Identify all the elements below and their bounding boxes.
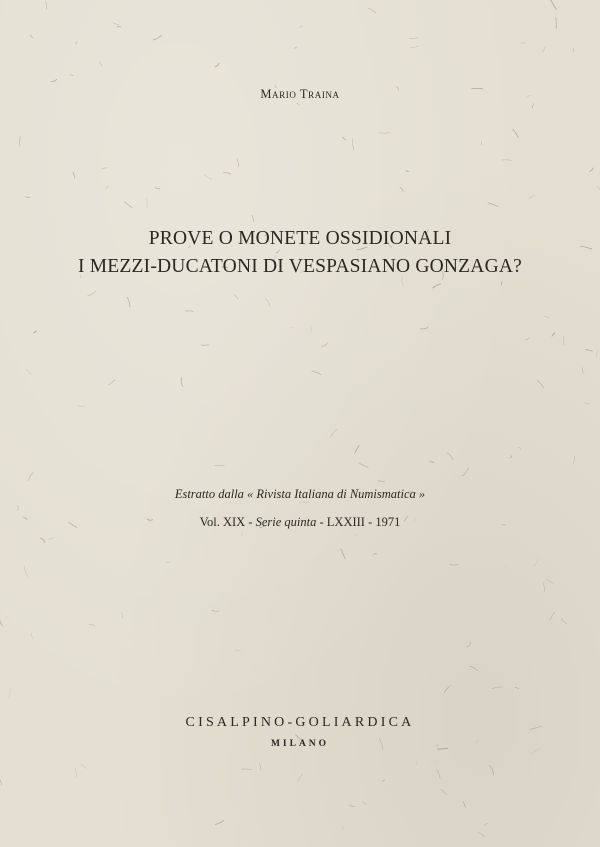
paper-fiber xyxy=(550,612,555,620)
separator: - xyxy=(319,515,324,529)
paper-fiber xyxy=(17,505,18,510)
publication-year: 1971 xyxy=(375,515,401,529)
paper-fiber xyxy=(81,765,87,769)
paper-fiber xyxy=(0,780,1,785)
paper-fiber xyxy=(429,462,434,463)
paper-fiber xyxy=(379,133,390,134)
paper-fiber xyxy=(358,463,368,468)
paper-fiber xyxy=(521,43,526,44)
paper-fiber xyxy=(400,188,404,192)
paper-fiber xyxy=(596,349,597,358)
paper-fiber xyxy=(223,173,231,175)
paper-fiber xyxy=(73,172,75,179)
paper-fiber xyxy=(382,779,385,781)
paper-fiber xyxy=(349,806,355,807)
paper-fiber xyxy=(31,633,33,639)
paper-fiber xyxy=(312,371,322,375)
paper-fiber xyxy=(105,185,107,188)
paper-fiber xyxy=(406,170,409,171)
paper-fiber xyxy=(436,769,440,779)
paper-fiber xyxy=(108,380,114,385)
paper-fiber xyxy=(70,75,74,76)
paper-fiber xyxy=(252,215,254,222)
paper-fiber xyxy=(489,765,494,775)
paper-fiber xyxy=(294,47,297,49)
paper-fiber xyxy=(410,46,419,48)
paper-fiber xyxy=(166,562,171,563)
paper-fiber xyxy=(355,445,359,453)
paper-fiber xyxy=(433,284,441,288)
paper-fiber xyxy=(529,195,534,199)
paper-fiber xyxy=(434,761,436,764)
paper-fiber xyxy=(201,345,208,346)
paper-fiber xyxy=(409,37,418,38)
paper-fiber xyxy=(215,821,224,825)
paper-fiber xyxy=(532,103,534,108)
paper-fiber xyxy=(127,297,130,307)
paper-fiber xyxy=(517,447,521,450)
paper-fiber xyxy=(542,47,546,52)
title-line-1: PROVE O MONETE OSSIDIONALI xyxy=(148,228,452,249)
paper-fiber xyxy=(234,294,239,299)
paper-fiber xyxy=(20,137,21,147)
paper-fiber xyxy=(26,196,31,197)
paper-fiber xyxy=(534,559,539,567)
paper-fiber xyxy=(531,748,540,754)
title-line-2: I MEZZI-DUCATONI DI VESPASIANO GONZAGA? xyxy=(77,256,522,277)
paper-fiber xyxy=(28,472,33,481)
paper-fiber xyxy=(75,42,77,45)
paper-fiber xyxy=(49,537,55,539)
paper-fiber xyxy=(462,468,468,476)
paper-fiber xyxy=(265,299,270,308)
paper-fiber xyxy=(502,160,512,161)
paper-fiber xyxy=(561,619,567,625)
paper-fiber xyxy=(155,187,160,189)
paper-fiber xyxy=(449,565,459,566)
paper-fiber xyxy=(46,1,47,10)
paper-fiber xyxy=(153,35,162,40)
paper-fiber xyxy=(546,579,554,583)
paper-fiber xyxy=(463,801,466,808)
paper-fiber xyxy=(102,168,107,169)
paper-fiber xyxy=(77,405,85,406)
paper-fiber xyxy=(89,624,95,626)
paper-fiber xyxy=(124,202,132,208)
paper-fiber xyxy=(0,620,3,626)
paper-fiber xyxy=(276,250,280,254)
paper-fiber xyxy=(367,8,376,14)
paper-fiber xyxy=(551,0,557,10)
paper-fiber xyxy=(585,403,590,404)
paper-fiber xyxy=(321,342,328,347)
issue-number: LXXIII xyxy=(326,515,365,529)
paper-fiber xyxy=(88,291,96,295)
paper-fiber xyxy=(212,610,219,611)
paper-fiber xyxy=(51,79,57,82)
paper-fiber xyxy=(311,325,312,333)
paper-fiber xyxy=(298,774,303,781)
paper-fiber xyxy=(241,769,251,770)
paper-fiber xyxy=(492,687,502,689)
paper-fiber xyxy=(488,203,499,207)
paper-fiber xyxy=(342,827,344,830)
paper-fiber xyxy=(117,27,121,28)
paper-fiber xyxy=(374,554,377,556)
volume-number: Vol. XIX xyxy=(199,515,246,529)
paper-fiber xyxy=(447,453,453,460)
paper-fiber xyxy=(237,159,238,167)
separator: - xyxy=(368,515,373,529)
paper-fiber xyxy=(444,686,450,693)
extract-prefix: Estratto dalla xyxy=(174,487,244,501)
paper-fiber xyxy=(9,688,11,699)
paper-fiber xyxy=(241,532,242,535)
paper-fiber xyxy=(552,333,555,337)
paper-fiber xyxy=(501,281,502,285)
paper-fiber xyxy=(543,581,545,592)
paper-fiber xyxy=(582,368,584,374)
paper-fiber xyxy=(363,801,366,805)
paper-fiber xyxy=(525,337,529,340)
paper-fiber xyxy=(485,823,489,825)
paper-fiber xyxy=(260,763,261,770)
journal-name: « Rivista Italiana di Numismatica » xyxy=(247,487,426,501)
paper-fiber xyxy=(75,768,77,777)
paper-fiber xyxy=(513,129,519,138)
series-label: Serie quinta xyxy=(255,515,317,529)
paper-fiber xyxy=(420,327,428,329)
paper-fiber xyxy=(515,687,520,689)
paper-fiber xyxy=(30,35,33,38)
paper-fiber xyxy=(585,349,592,351)
paper-fiber xyxy=(589,168,593,172)
paper-fiber xyxy=(122,612,123,618)
paper-fiber xyxy=(355,534,358,536)
paper-fiber xyxy=(504,565,506,567)
paper-fiber xyxy=(341,549,346,559)
paper-fiber xyxy=(99,62,102,66)
paper-fiber xyxy=(331,429,337,437)
paper-fiber xyxy=(24,566,28,577)
paper-fiber xyxy=(510,456,512,459)
paper-fiber xyxy=(378,481,385,482)
paper-fiber xyxy=(40,538,45,543)
publisher-city: MILANO xyxy=(270,739,330,749)
paper-fiber xyxy=(544,317,550,319)
paper-fiber xyxy=(416,761,418,765)
paper-fiber xyxy=(235,649,241,650)
author-name: Mario Traina xyxy=(260,87,340,101)
paper-fiber xyxy=(481,141,482,145)
paper-fiber xyxy=(441,789,447,795)
paper-fiber xyxy=(573,48,574,52)
paper-fiber xyxy=(112,23,119,26)
paper-fiber xyxy=(205,175,212,180)
paper-fiber xyxy=(181,377,183,386)
paper-fiber xyxy=(33,331,36,333)
volume-info xyxy=(0,515,600,530)
paper-fiber xyxy=(537,380,544,388)
paper-fiber xyxy=(469,666,477,671)
paper-fiber xyxy=(215,63,220,67)
separator: - xyxy=(248,515,253,529)
paper-fiber xyxy=(478,832,485,837)
paper-fiber xyxy=(185,311,193,312)
paper-fiber xyxy=(343,137,347,140)
publisher-name: CISALPINO-GOLIARDICA xyxy=(185,715,415,730)
paper-fiber xyxy=(299,26,303,28)
paper-fiber xyxy=(573,456,575,464)
paper-fiber xyxy=(297,103,300,105)
paper-fiber xyxy=(467,642,471,648)
paper-fiber xyxy=(26,369,32,375)
paper-fiber xyxy=(352,139,354,150)
extract-note xyxy=(0,487,600,502)
